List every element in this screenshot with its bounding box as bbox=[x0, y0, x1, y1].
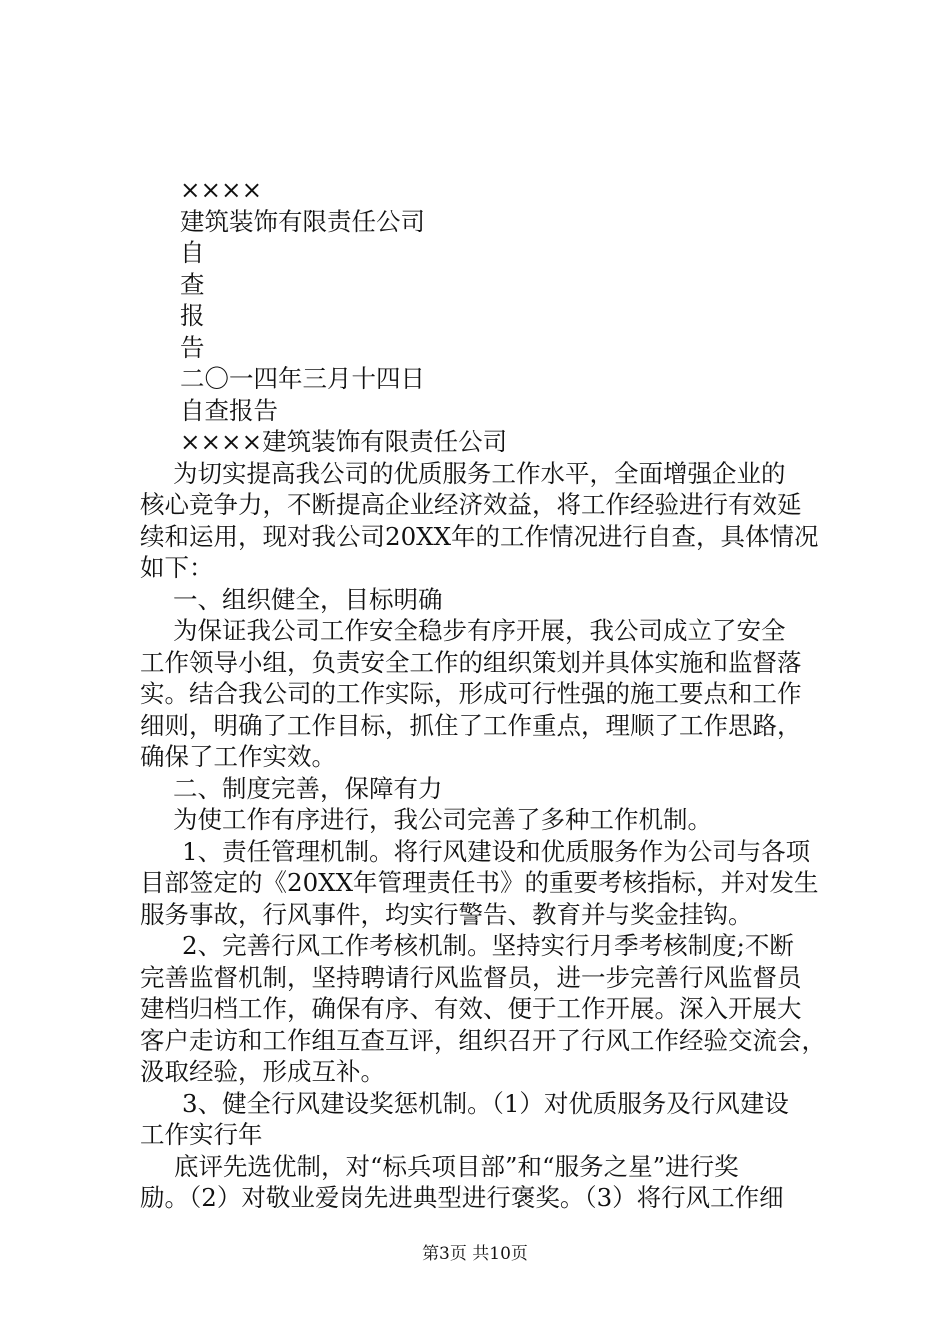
cover-date: 二〇一四年三月十四日 bbox=[180, 364, 425, 393]
cover-mark: ×××× bbox=[180, 175, 263, 204]
cover-title-char: 报 bbox=[180, 301, 205, 330]
paragraph-line: 续和运用，现对我公司20XX年的工作情况进行自查，具体情况 bbox=[140, 521, 819, 551]
paragraph-line: 汲取经验，形成互补。 bbox=[140, 1057, 385, 1086]
paragraph-line: 1、责任管理机制。将行风建设和优质服务作为公司与各项 bbox=[182, 836, 811, 866]
paragraph-line: 如下： bbox=[140, 553, 214, 582]
section-heading: 一、组织健全，目标明确 bbox=[173, 584, 443, 614]
page-number: 第3页 共10页 bbox=[422, 1244, 528, 1264]
paragraph-line: 3、健全行风建设奖惩机制。（1）对优质服务及行风建设 bbox=[182, 1088, 789, 1118]
paragraph-line: 客户走访和工作组互查互评，组织召开了行风工作经验交流会， bbox=[140, 1025, 826, 1055]
cover-title-char: 自 bbox=[180, 238, 205, 267]
cover-title-char: 告 bbox=[180, 332, 205, 362]
cover-company-name: 建筑装饰有限责任公司 bbox=[180, 206, 425, 236]
page-footer bbox=[0, 1243, 950, 1265]
paragraph-line: 服务事故，行风事件，均实行警告、教育并与奖金挂钩。 bbox=[140, 899, 753, 929]
paragraph-line: 为切实提高我公司的优质服务工作水平，全面增强企业的 bbox=[173, 458, 786, 488]
paragraph-line: 目部签定的《20XX年管理责任书》的重要考核指标，并对发生 bbox=[140, 868, 819, 897]
paragraph-line: 细则，明确了工作目标，抓住了工作重点，理顺了工作思路， bbox=[140, 710, 802, 740]
paragraph-line: 工作实行年 bbox=[140, 1120, 263, 1149]
paragraph-line: 完善监督机制，坚持聘请行风监督员，进一步完善行风监督员 bbox=[140, 962, 802, 992]
paragraph-line: 2、完善行风工作考核机制。坚持实行月季考核制度;不断 bbox=[182, 931, 794, 960]
document-body bbox=[140, 174, 840, 1214]
paragraph-line: 核心竞争力，不断提高企业经济效益，将工作经验进行有效延 bbox=[140, 490, 802, 519]
paragraph-line: 实。结合我公司的工作实际，形成可行性强的施工要点和工作 bbox=[140, 679, 802, 708]
report-company: ××××建筑装饰有限责任公司 bbox=[180, 427, 508, 456]
paragraph-line: 建档归档工作，确保有序、有效、便于工作开展。深入开展大 bbox=[140, 994, 802, 1023]
section-heading: 二、制度完善，保障有力 bbox=[173, 773, 443, 803]
paragraph-line: 工作领导小组，负责安全工作的组织策划并具体实施和监督落 bbox=[140, 647, 802, 677]
report-title: 自查报告 bbox=[180, 395, 278, 425]
paragraph-line: 为保证我公司工作安全稳步有序开展，我公司成立了安全 bbox=[173, 616, 786, 645]
paragraph-line: 为使工作有序进行，我公司完善了多种工作机制。 bbox=[173, 805, 712, 834]
paragraph-line: 底评先选优制，对“标兵项目部”和“服务之星”进行奖 bbox=[174, 1151, 739, 1181]
cover-title-char: 查 bbox=[180, 269, 205, 299]
paragraph-line: 确保了工作实效。 bbox=[140, 742, 336, 771]
paragraph-line: 励。（2）对敬业爱岗先进典型进行褒奖。（3）将行风工作细 bbox=[140, 1183, 784, 1212]
